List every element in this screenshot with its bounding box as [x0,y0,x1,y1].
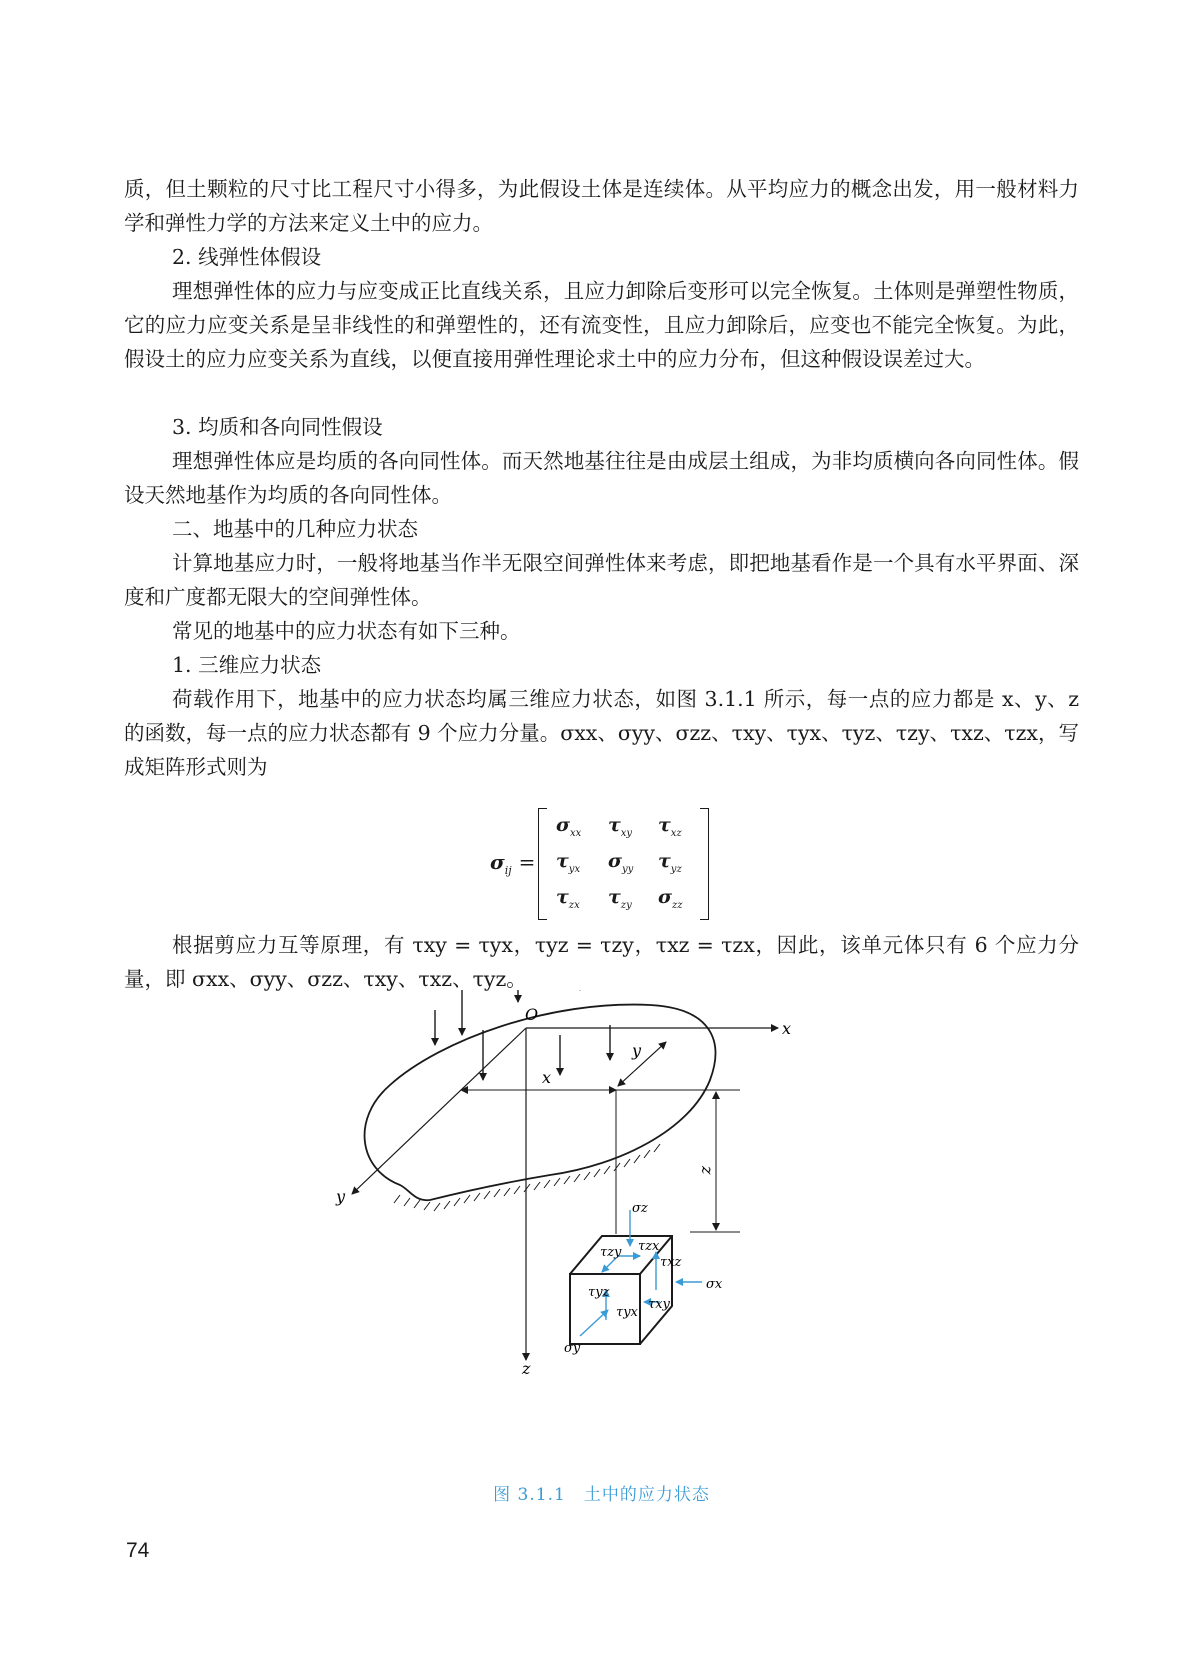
matrix-cell: $\sigma_{yy}$ [608,850,634,875]
matrix-cell: $\tau_{zy}$ [608,886,632,911]
tau-yx-label: τyx [616,1305,638,1320]
matrix-cell: $\sigma_{xx}$ [556,814,582,839]
page-number: 74 [126,1539,150,1562]
dim-z-label: z [698,1166,717,1175]
paragraph-three-types: 常见的地基中的应力状态有如下三种。 [172,619,521,643]
stress-state-figure [330,990,850,1470]
origin-label: O [525,1005,539,1024]
matrix-cell: $\tau_{xz}$ [658,814,682,839]
paragraph-3d-stress: 荷载作用下，地基中的应力状态均属三维应力状态，如图 3.1.1 所示，每一点的应力都是 x、y、z 的函数，每一点的应力状态都有 9 个应力分量。σxx、σyy、σzz、τxy、τyx、τyz、τzy、τxz、τzx，写成矩阵形式则为 [124,687,1079,779]
heading-linear-elastic: 2. 线弹性体假设 [172,245,322,269]
paragraph-continuous-assumption: 质，但土颗粒的尺寸比工程尺寸小得多，为此假设土体是连续体。从平均应力的概念出发，用一般材料力学和弹性力学的方法来定义土中的应力。 [124,177,1079,235]
load-arrows [435,990,625,1080]
tau-xy-label: τxy [648,1297,670,1312]
ground-hatching [394,1144,660,1211]
dim-y-label: y [632,1041,642,1060]
heading-3d-stress: 1. 三维应力状态 [172,653,322,677]
y-axis-label: y [336,1187,346,1206]
tau-zx-label: τzx [638,1239,660,1254]
heading-homogeneous-isotropic: 3. 均质和各向同性假设 [172,415,383,439]
matrix-left-bracket [538,808,547,920]
sigma-x-label: σx [706,1277,723,1292]
tau-zy-label: τzy [600,1245,622,1260]
matrix-lhs-symbol: σ [490,850,505,874]
matrix-cell: $\tau_{xy}$ [608,814,633,839]
sigma-z-label: σz [632,1201,648,1216]
matrix-right-bracket [700,808,709,920]
paragraph-homogeneous: 理想弹性体应是均质的各向同性体。而天然地基往往是由成层土组成，为非均质横向各向同性体。假设天然地基作为均质的各向同性体。 [124,449,1079,507]
matrix-equals: = [518,850,536,874]
x-axis-label: x [782,1019,792,1038]
sigma-y-label: σy [564,1341,581,1356]
loaded-region-outline [365,1005,716,1201]
z-axis-label: z [522,1359,531,1378]
matrix-cell: $\tau_{yz}$ [658,850,682,875]
dim-x-label: x [542,1068,552,1087]
paragraph-linear-elastic: 理想弹性体的应力与应变成正比直线关系，且应力卸除后变形可以完全恢复。土体则是弹塑性物质，它的应力应变关系是呈非线性的和弹塑性的，还有流变性，且应力卸除后，应变也不能完全恢复。为此，假设土的应力应变关系为直线，以便直接用弹性理论求土中的应力分布，但这种假设误差过大。 [124,279,1079,371]
figure-caption: 图 3.1.1 土中的应力状态 [493,1485,710,1505]
matrix-cell: $\sigma_{zz}$ [658,886,683,911]
matrix-cell: $\tau_{zx}$ [556,886,580,911]
heading-stress-states: 二、地基中的几种应力状态 [172,517,418,541]
tau-yz-label: τyz [588,1285,610,1300]
matrix-lhs-sub: ij [504,864,512,877]
matrix-lhs [490,850,535,877]
paragraph-shear-reciprocity: 根据剪应力互等原理，有 τxy = τyx，τyz = τzy，τxz = τzx，因此，该单元体只有 6 个应力分量，即 σxx、σyy、σzz、τxy、τxz、τyz。 [124,933,1079,991]
tau-xz-label: τxz [660,1255,682,1270]
matrix-cell: $\tau_{yx}$ [556,850,581,875]
paragraph-half-space: 计算地基应力时，一般将地基当作半无限空间弹性体来考虑，即把地基看作是一个具有水平界面、深度和广度都无限大的空间弹性体。 [124,551,1079,609]
stress-tensor-matrix [490,808,730,918]
